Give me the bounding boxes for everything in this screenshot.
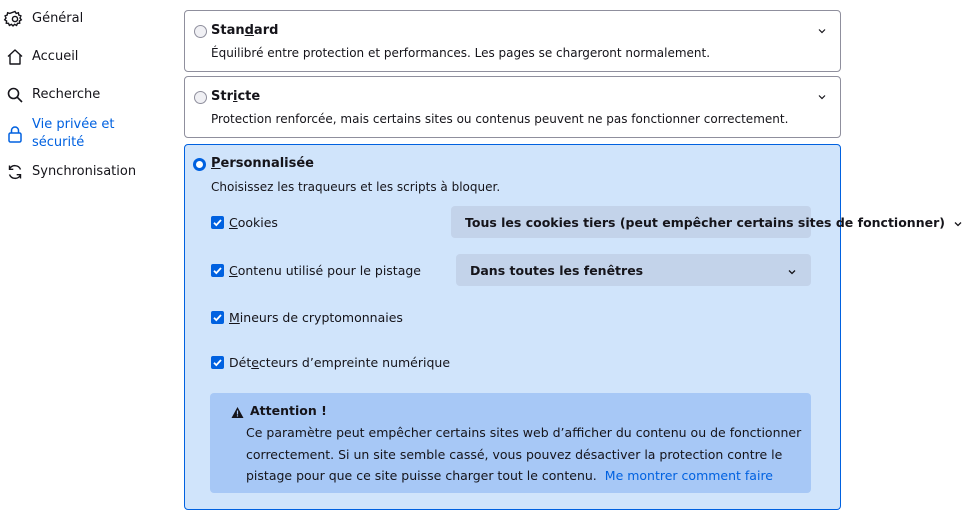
warning-body (246, 422, 806, 487)
warning-box (210, 393, 811, 493)
sidebar-item-label: Synchronisation (32, 164, 137, 179)
learn-more-link[interactable]: Me montrer comment faire (604, 468, 773, 483)
sidebar-item-label: Accueil (32, 49, 79, 64)
fingerprinters-checkbox[interactable] (211, 356, 224, 369)
tracking-content-option[interactable] (211, 263, 421, 278)
cryptominers-checkbox[interactable] (211, 311, 224, 324)
tracking-content-select[interactable] (456, 254, 811, 286)
cookies-select-value: Tous les cookies tiers (peut empêcher certains sites de fonctionner) (465, 214, 945, 230)
tracking-content-select-value: Dans toutes les fenêtres (470, 262, 644, 278)
sync-icon (6, 163, 24, 181)
cryptominers-label: Mineurs de cryptomonnaies (229, 310, 403, 325)
fingerprinters-label: Détecteurs d’empreinte numérique (229, 355, 451, 370)
strict-option-card[interactable] (184, 76, 841, 138)
standard-title: Standard (211, 23, 279, 38)
cookies-option[interactable] (211, 215, 278, 230)
cookies-select[interactable] (451, 206, 945, 238)
standard-description: Équilibré entre protection et performances. Les pages se chargeront normalement. (211, 46, 711, 60)
home-icon (6, 48, 24, 66)
search-icon (6, 86, 24, 104)
sidebar-item-home[interactable] (6, 48, 78, 66)
custom-description: Choisissez les traqueurs et les scripts à bloquer. (211, 180, 501, 194)
chevron-down-icon[interactable] (817, 91, 827, 101)
warning-icon (231, 406, 244, 419)
custom-option-card[interactable] (184, 144, 945, 510)
fingerprinters-option[interactable] (211, 355, 450, 370)
warning-text: Ce paramètre peut empêcher certains sites web d’afficher du contenu ou de fonctionner correctement. Si un site semble cassé, vous pouvez désactiver la protection contre le pistage pour que ce site puisse charger tout le contenu. (246, 425, 802, 483)
standard-radio[interactable] (194, 25, 207, 38)
sidebar (0, 0, 170, 520)
strict-radio[interactable] (194, 91, 207, 104)
warning-title: Attention ! (250, 403, 327, 418)
standard-option-card[interactable] (184, 10, 841, 72)
custom-title: Personnalisée (211, 156, 314, 171)
chevron-down-icon[interactable] (817, 25, 827, 35)
sidebar-item-label: Recherche (32, 87, 101, 102)
custom-radio[interactable] (193, 158, 206, 171)
sidebar-item-sync[interactable] (6, 163, 136, 181)
chevron-down-icon (787, 265, 797, 275)
strict-title: Stricte (211, 89, 261, 104)
sidebar-item-label: Vie privée et sécurité (32, 117, 115, 150)
sidebar-item-search[interactable] (6, 86, 100, 104)
cookies-checkbox[interactable] (211, 216, 224, 229)
lock-icon (6, 125, 24, 143)
sidebar-item-privacy[interactable] (6, 116, 132, 152)
strict-description: Protection renforcée, mais certains sites ou contenus peuvent ne pas fonctionner correctement. (211, 112, 789, 126)
sidebar-item-general[interactable] (6, 10, 83, 28)
chevron-down-icon (953, 217, 963, 227)
cookies-label: Cookies (229, 215, 278, 230)
tracking-content-label: Contenu utilisé pour le pistage (229, 263, 421, 278)
sidebar-item-label: Général (32, 11, 84, 26)
gear-icon (6, 10, 24, 28)
tracking-content-checkbox[interactable] (211, 264, 224, 277)
cryptominers-option[interactable] (211, 310, 403, 325)
